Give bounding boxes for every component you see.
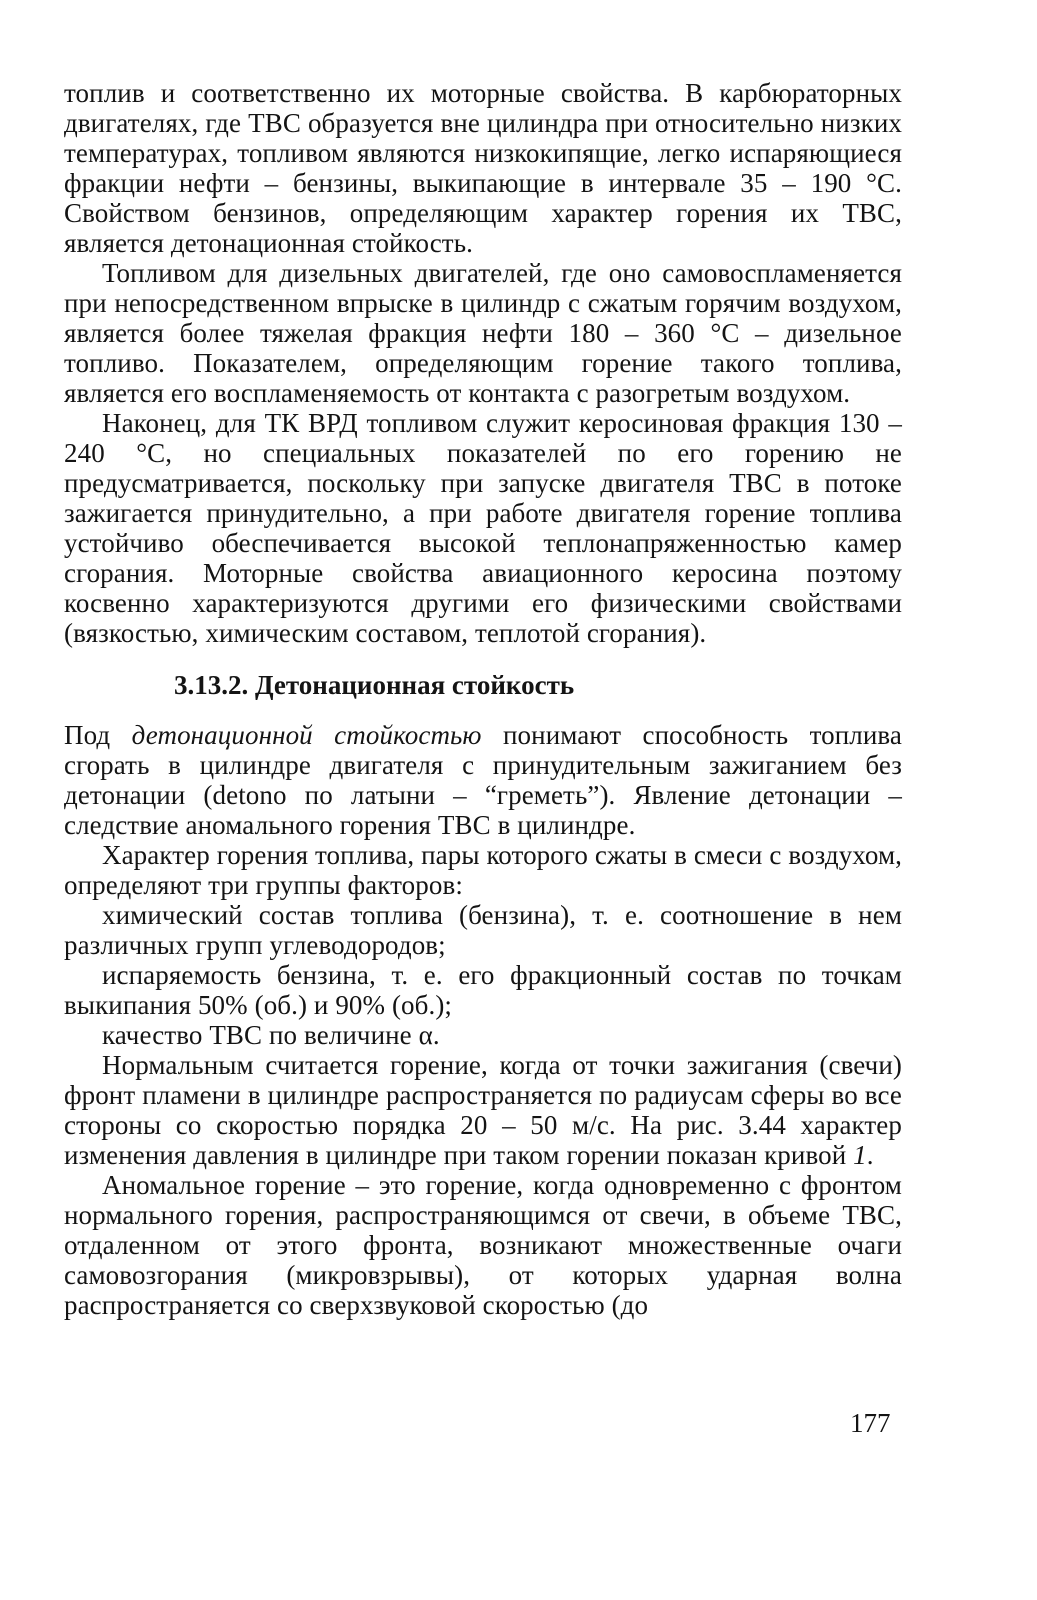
curve-number: 1 — [853, 1140, 867, 1170]
abnormal-combustion-paragraph: Аномальное горение – это горение, когда одновременно с фронтом нормального горения, распространяющимся от свечи, в объеме ТВС, отдаленном от этого фронта, возникают множественные очаги самовозгорания (микровзрывы), от которых ударная волна распространяется со сверхзвуковой скоростью (до — [64, 1170, 902, 1320]
paragraph-3: Наконец, для ТК ВРД топливом служит керосиновая фракция 130 – 240 °С, но специальных показателей по его горению не предусматривается, поскольку при запуске двигателя ТВС в потоке зажигается принудительно, а при работе двигателя горение топлива устойчиво обеспечивается высокой теплонапряженностью камер сгорания. Моторные свойства авиационного керосина поэтому косвенно характеризуются другими его физическими свойствами (вязкостью, химическим составом, теплотой сгорания). — [64, 408, 902, 648]
factor-item-3: качество ТВС по величине α. — [102, 1020, 440, 1050]
definition-rest: понимают способность топлива сгорать в цилиндре двигателя с принудительным зажиганием без детонации (detono по латыни – “греметь”). Явление детонации – следствие аномального горения ТВС в цилиндре. — [64, 720, 902, 840]
normal-combustion-text: Нормальным считается горение, когда от точки зажигания (свечи) фронт пламени в цилиндре распространяется по радиусам сферы во все стороны со скоростью порядка 20 – 50 м/с. На рис. 3.44 характер изменения давления в цилиндре при таком горении показан кривой — [64, 1050, 902, 1170]
page-body — [64, 78, 902, 1320]
page-number: 177 — [850, 1408, 891, 1438]
definition-lead: Под — [64, 720, 132, 750]
factor-item-2: испаряемость бензина, т. е. его фракционный состав по точкам выкипания 50% (об.) и 90% (об.); — [64, 960, 902, 1020]
normal-combustion-paragraph — [64, 1050, 902, 1170]
section-heading: 3.13.2. Детонационная стойкость — [174, 670, 575, 700]
normal-combustion-end: . — [866, 1140, 874, 1170]
factors-intro-paragraph: Характер горения топлива, пары которого сжаты в смеси с воздухом, определяют три группы факторов: — [64, 840, 902, 900]
paragraph-1: топлив и соответственно их моторные свойства. В карбюраторных двигателях, где ТВС образуется вне цилиндра при относительно низких температурах, топливом являются низкокипящие, легко испаряющиеся фракции нефти – бензины, выкипающие в интервале 35 – 190 °С. Свойством бензинов, определяющим характер горения их ТВС, является детонационная стойкость. — [64, 78, 902, 258]
factor-item-1: химический состав топлива (бензина), т. е. соотношение в нем различных групп углеводородов; — [64, 900, 902, 960]
definition-term: детонационной стойкостью — [131, 720, 482, 750]
definition-paragraph — [64, 720, 902, 840]
paragraph-2: Топливом для дизельных двигателей, где оно самовоспламеняется при непосредственном впрыске в цилиндр с сжатым горячим воздухом, является более тяжелая фракция нефти 180 – 360 °С – дизельное топливо. Показателем, определяющим горение такого топлива, является его воспламеняемость от контакта с разогретым воздухом. — [64, 258, 902, 408]
